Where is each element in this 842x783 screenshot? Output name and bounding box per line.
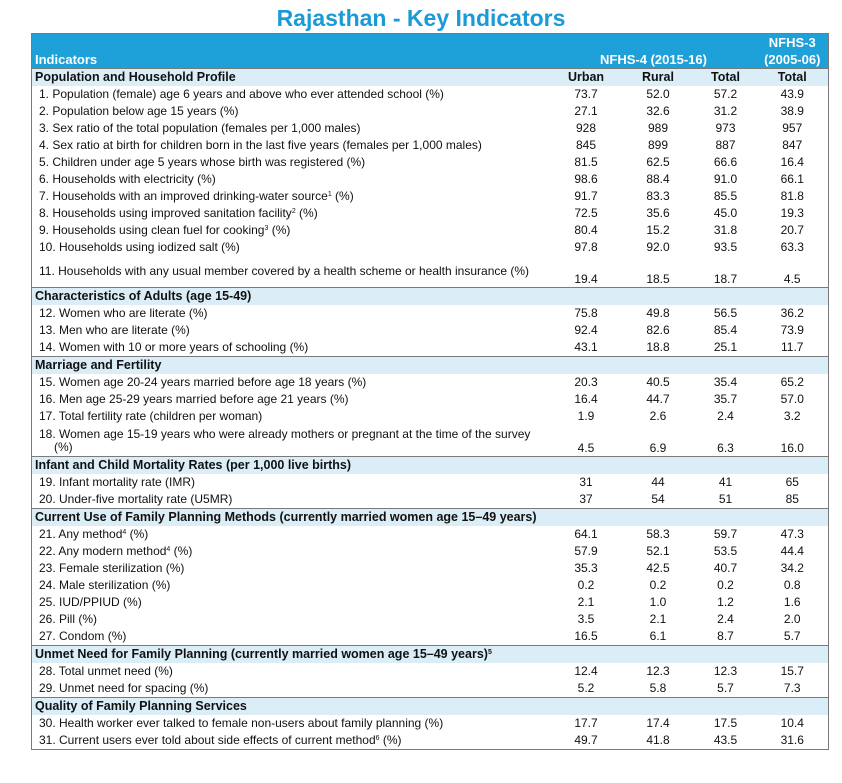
indicator-row [32, 86, 829, 103]
nfhs3-total-value: 81.8 [780, 189, 804, 203]
indicator-label [32, 560, 551, 577]
rural-value: 40.5 [646, 375, 670, 389]
indicator-label-text: 2. Population below age 15 years (%) [39, 104, 239, 118]
urban-value: 72.5 [574, 206, 598, 220]
section-title [32, 509, 829, 527]
indicator-row [32, 339, 829, 357]
total-value: 6.3 [717, 441, 734, 455]
indicator-row [32, 322, 829, 339]
indicator-label [32, 103, 551, 120]
total-value: 51 [718, 492, 733, 506]
indicators-header: Indicators [32, 51, 551, 69]
rural-value: 899 [647, 138, 669, 152]
indicator-label-text: 19. Infant mortality rate (IMR) [39, 475, 196, 489]
nfhs4-header: NFHS-4 (2015-16) [551, 51, 757, 69]
indicator-label-text: 5. Children under age 5 years whose birth was registered (%) [39, 155, 366, 169]
indicator-label [32, 391, 551, 408]
rural-value: 35.6 [646, 206, 670, 220]
rural-value: 17.4 [646, 716, 670, 730]
rural-value: 52.0 [646, 87, 670, 101]
urban-value: 81.5 [574, 155, 598, 169]
nfhs3-total-value: 31.6 [780, 733, 804, 747]
total-value: 2.4 [717, 612, 734, 626]
indicator-row [32, 305, 829, 322]
urban-value: 91.7 [574, 189, 598, 203]
total-value: 56.5 [713, 306, 738, 320]
indicator-label [32, 594, 551, 611]
indicator-label-text: 12. Women who are literate (%) [39, 306, 208, 320]
rural-value: 18.5 [646, 272, 670, 286]
indicator-label [32, 526, 551, 543]
urban-value: 27.1 [574, 104, 598, 118]
total-value: 40.7 [713, 561, 738, 575]
urban-value: 80.4 [574, 223, 598, 237]
nfhs3-total-value: 19.3 [780, 206, 804, 220]
rural-value: 2.1 [649, 612, 667, 626]
indicator-label-text: 11. Households with any usual member covered by a health scheme or health insurance (%) [39, 264, 530, 278]
total-value: 31.8 [713, 223, 738, 237]
indicator-label [32, 374, 551, 391]
rural-value: 88.4 [646, 172, 670, 186]
nfhs3-total-value: 0.8 [783, 578, 801, 592]
indicator-label [32, 408, 551, 425]
footnote-marker: 1 [327, 191, 332, 198]
indicator-label-text: 10. Households using iodized salt (%) [39, 240, 240, 254]
urban-value: 845 [575, 138, 597, 152]
section-header-row [32, 357, 829, 375]
total-value: 8.7 [717, 629, 734, 643]
indicator-label-text: 6. Households with electricity (%) [39, 172, 216, 186]
rural-value: 12.3 [646, 664, 670, 678]
indicator-label-suffix: (%) [268, 223, 291, 237]
rural-value: 6.1 [649, 629, 667, 643]
indicator-label [32, 322, 551, 339]
urban-value: 16.4 [574, 392, 598, 406]
total-value: 12.3 [713, 664, 738, 678]
total-column-header: Total [695, 69, 757, 87]
indicator-row [32, 526, 829, 543]
indicator-label [32, 339, 551, 357]
total-value: 35.7 [713, 392, 738, 406]
total-value: 41 [718, 475, 733, 489]
section-title [32, 357, 829, 375]
total-value: 43.5 [713, 733, 738, 747]
nfhs3-total-value: 57.0 [780, 392, 804, 406]
nfhs3-total-value: 47.3 [780, 527, 804, 541]
indicator-label [32, 222, 551, 239]
nfhs3-total-value: 16.0 [780, 441, 804, 455]
total-value: 973 [715, 121, 736, 135]
indicator-label [32, 732, 551, 750]
indicator-row [32, 732, 829, 750]
indicator-label-text: 20. Under-five mortality rate (U5MR) [39, 492, 233, 506]
indicator-label-text: 14. Women with 10 or more years of schooling (%) [39, 340, 309, 354]
indicator-row [32, 137, 829, 154]
nfhs3-total-value: 15.7 [780, 664, 804, 678]
indicator-row [32, 474, 829, 491]
indicator-label-text: 24. Male sterilization (%) [39, 578, 171, 592]
total-value: 887 [715, 138, 736, 152]
indicator-row [32, 715, 829, 732]
total-value: 45.0 [713, 206, 738, 220]
urban-value: 64.1 [574, 527, 598, 541]
indicator-label-text: 22. Any modern method [39, 544, 167, 558]
nfhs3-total-value: 44.4 [780, 544, 804, 558]
indicator-label-text: 17. Total fertility rate (children per woman) [39, 409, 263, 423]
indicator-row [32, 103, 829, 120]
indicator-label [32, 305, 551, 322]
section-header-row [32, 698, 829, 716]
indicator-label [32, 425, 551, 457]
footnote-marker: 3 [264, 225, 269, 232]
nfhs3-total-value: 847 [782, 138, 803, 152]
indicator-label [32, 628, 551, 646]
urban-value: 5.2 [577, 681, 595, 695]
indicator-label-suffix: (%) [295, 206, 318, 220]
nfhs3-total-value: 65.2 [780, 375, 804, 389]
rural-column-header: Rural [622, 69, 695, 87]
indicator-label [32, 474, 551, 491]
section-footnote-marker: 5 [487, 649, 492, 656]
urban-value: 1.9 [577, 409, 595, 423]
indicator-row [32, 408, 829, 425]
nfhs3-total-value: 85 [785, 492, 799, 506]
footnote-marker: 4 [122, 529, 127, 536]
section-title [32, 698, 829, 716]
rural-value: 41.8 [646, 733, 670, 747]
nfhs3-total-value: 65 [785, 475, 799, 489]
indicator-label-suffix: (%) [170, 544, 193, 558]
indicator-row [32, 491, 829, 509]
indicator-row [32, 374, 829, 391]
indicator-label-text: 4. Sex ratio at birth for children born in the last five years (females per 1,000 males) [39, 138, 482, 152]
rural-value: 54 [651, 492, 665, 506]
footnote-marker: 6 [375, 735, 380, 742]
indicator-label [32, 171, 551, 188]
section-title-text: Infant and Child Mortality Rates (per 1,000 live births) [35, 458, 352, 472]
rural-value: 989 [647, 121, 669, 135]
rural-value: 52.1 [646, 544, 670, 558]
indicator-label [32, 577, 551, 594]
section-title-text: Marriage and Fertility [35, 358, 162, 372]
indicator-row [32, 205, 829, 222]
total-value: 57.2 [713, 87, 738, 101]
urban-value: 31 [579, 475, 593, 489]
section-title-text: Quality of Family Planning Services [35, 699, 247, 713]
indicator-label-text: 1. Population (female) age 6 years and above who ever attended school (%) [39, 87, 444, 101]
rural-value: 6.9 [649, 441, 667, 455]
total-value: 17.5 [713, 716, 738, 730]
indicator-row [32, 663, 829, 680]
nfhs3-total-value: 16.4 [780, 155, 804, 169]
nfhs3-total-value: 73.9 [780, 323, 804, 337]
indicator-row [32, 543, 829, 560]
rural-value: 32.6 [646, 104, 670, 118]
rural-value: 44.7 [646, 392, 670, 406]
total-value: 35.4 [713, 375, 738, 389]
indicator-row [32, 154, 829, 171]
page-title: Rajasthan - Key Indicators [276, 5, 566, 31]
nfhs3-total-value: 2.0 [783, 612, 801, 626]
section-title [32, 457, 829, 475]
indicator-label [32, 154, 551, 171]
indicator-label-text: 26. Pill (%) [39, 612, 98, 626]
urban-value: 4.5 [577, 441, 595, 455]
indicator-label-suffix: (%) [379, 733, 402, 747]
indicator-label-text: 29. Unmet need for spacing (%) [39, 681, 209, 695]
nfhs3-total-value: 11.7 [781, 340, 804, 354]
indicator-row [32, 120, 829, 137]
urban-value: 928 [575, 121, 597, 135]
footnote-marker: 4 [166, 546, 171, 553]
total-value: 5.7 [717, 681, 734, 695]
section-title [32, 69, 551, 87]
section-header-row [32, 457, 829, 475]
urban-value: 49.7 [574, 733, 598, 747]
section-title-text: Current Use of Family Planning Methods (currently married women age 15–49 years) [35, 510, 537, 524]
rural-value: 82.6 [646, 323, 670, 337]
indicator-row [32, 222, 829, 239]
section-header-row [32, 288, 829, 306]
section-title-text: Unmet Need for Family Planning (currently married women age 15–49 years) [35, 647, 488, 661]
indicator-label-text: 30. Health worker ever talked to female non-users about family planning (%) [39, 716, 444, 730]
total-value: 59.7 [713, 527, 738, 541]
total-value: 31.2 [713, 104, 738, 118]
indicator-row [32, 560, 829, 577]
indicator-label-suffix: (%) [331, 189, 354, 203]
indicator-label [32, 205, 551, 222]
rural-value: 92.0 [646, 240, 670, 254]
indicator-label-text: 31. Current users ever told about side effects of current method [39, 733, 376, 747]
total-value: 0.2 [717, 578, 734, 592]
indicator-row [32, 577, 829, 594]
rural-value: 18.8 [646, 340, 670, 354]
total-value: 85.4 [713, 323, 738, 337]
nfhs3-header-line2: (2005-06) [757, 51, 829, 69]
nfhs3-total-value: 34.2 [780, 561, 804, 575]
nfhs3-total-value: 38.9 [780, 104, 804, 118]
indicator-label [32, 188, 551, 205]
indicator-row [32, 425, 829, 457]
section-title [32, 646, 829, 664]
section-title-text: Population and Household Profile [35, 70, 236, 84]
rural-value: 0.2 [649, 578, 667, 592]
nfhs3-total-value: 63.3 [780, 240, 804, 254]
urban-value: 37 [579, 492, 593, 506]
total-value: 93.5 [713, 240, 738, 254]
section-header-row [32, 509, 829, 527]
urban-column-header: Urban [551, 69, 622, 87]
rural-value: 15.2 [646, 223, 670, 237]
indicator-label [32, 491, 551, 509]
nfhs3-total-value: 957 [782, 121, 803, 135]
key-indicators-table [31, 33, 829, 750]
urban-value: 43.1 [574, 340, 598, 354]
header-blank-nfhs4 [551, 34, 757, 52]
section-title [32, 288, 829, 306]
urban-value: 0.2 [577, 578, 595, 592]
indicator-label-suffix: (%) [126, 527, 149, 541]
indicator-label-text: 21. Any method [39, 527, 123, 541]
urban-value: 57.9 [574, 544, 598, 558]
header-row-bottom [32, 51, 829, 69]
urban-value: 16.5 [574, 629, 598, 643]
indicator-label [32, 86, 551, 103]
urban-value: 19.4 [574, 272, 598, 286]
nfhs3-total-value: 3.2 [783, 409, 801, 423]
indicator-label-text: 15. Women age 20-24 years married before age 18 years (%) [39, 375, 367, 389]
urban-value: 98.6 [574, 172, 598, 186]
total-value: 53.5 [713, 544, 738, 558]
indicator-label-text: 28. Total unmet need (%) [39, 664, 173, 678]
indicator-label-text: 25. IUD/PPIUD (%) [39, 595, 142, 609]
indicator-label-text: 23. Female sterilization (%) [39, 561, 185, 575]
nfhs3-total-value: 43.9 [780, 87, 804, 101]
indicator-row [32, 188, 829, 205]
table-body [32, 34, 829, 750]
indicator-label-text: 16. Men age 25-29 years married before age 21 years (%) [39, 392, 349, 406]
indicator-label-text: 27. Condom (%) [39, 629, 127, 643]
urban-value: 75.8 [574, 306, 598, 320]
indicator-label [32, 543, 551, 560]
rural-value: 58.3 [646, 527, 670, 541]
indicator-row [32, 391, 829, 408]
rural-value: 62.5 [646, 155, 670, 169]
total-value: 85.5 [713, 189, 738, 203]
indicator-label-text: 3. Sex ratio of the total population (females per 1,000 males) [39, 121, 361, 135]
indicator-label [32, 715, 551, 732]
nfhs3-total-value: 20.7 [780, 223, 804, 237]
urban-value: 73.7 [574, 87, 598, 101]
rural-value: 83.3 [646, 189, 670, 203]
urban-value: 97.8 [574, 240, 598, 254]
urban-value: 20.3 [574, 375, 598, 389]
rural-value: 1.0 [649, 595, 667, 609]
rural-value: 2.6 [649, 409, 667, 423]
total-value: 25.1 [713, 340, 738, 354]
indicator-label-text: 13. Men who are literate (%) [39, 323, 190, 337]
indicator-label [32, 680, 551, 698]
section-title-text: Characteristics of Adults (age 15-49) [35, 289, 252, 303]
indicator-label-text: 18. Women age 15-19 years who were already mothers or pregnant at the time of the survey (%) [39, 426, 531, 454]
indicator-label-text: 7. Households with an improved drinking-water source [39, 189, 328, 203]
indicator-label-text: 8. Households using improved sanitation facility [39, 206, 292, 220]
indicator-label [32, 663, 551, 680]
nfhs3-total-value: 1.6 [783, 595, 801, 609]
indicator-label [32, 239, 551, 256]
urban-value: 2.1 [577, 595, 595, 609]
urban-value: 12.4 [574, 664, 598, 678]
indicator-label [32, 611, 551, 628]
nfhs3-total-value: 7.3 [783, 681, 801, 695]
rural-value: 42.5 [646, 561, 670, 575]
indicator-label-text: 9. Households using clean fuel for cooking [39, 223, 265, 237]
total-value: 66.6 [713, 155, 738, 169]
rural-value: 5.8 [649, 681, 667, 695]
urban-value: 92.4 [574, 323, 598, 337]
indicator-label [32, 137, 551, 154]
indicator-label [32, 120, 551, 137]
indicator-label [32, 256, 551, 288]
nfhs3-total-value: 36.2 [780, 306, 804, 320]
nfhs3-total-value: 5.7 [783, 629, 801, 643]
indicator-row [32, 171, 829, 188]
indicator-row [32, 239, 829, 256]
indicator-row [32, 611, 829, 628]
total-value: 2.4 [717, 409, 734, 423]
rural-value: 44 [651, 475, 665, 489]
footnote-marker: 2 [291, 208, 296, 215]
nfhs3-header-line1: NFHS-3 [757, 34, 829, 52]
indicator-row [32, 594, 829, 611]
nfhs3-total-value: 4.5 [783, 272, 801, 286]
indicator-row [32, 256, 829, 288]
indicator-row [32, 680, 829, 698]
section-header-row [32, 69, 829, 87]
urban-value: 35.3 [574, 561, 598, 575]
nfhs3-total-value: 66.1 [780, 172, 804, 186]
section-header-row [32, 646, 829, 664]
urban-value: 17.7 [574, 716, 598, 730]
nfhs3-total-column-header: Total [757, 69, 829, 87]
header-blank [32, 34, 551, 52]
indicator-row [32, 628, 829, 646]
urban-value: 3.5 [577, 612, 595, 626]
total-value: 91.0 [713, 172, 738, 186]
header-row-top [32, 34, 829, 52]
total-value: 1.2 [717, 595, 734, 609]
nfhs3-total-value: 10.4 [780, 716, 804, 730]
total-value: 18.7 [713, 272, 738, 286]
rural-value: 49.8 [646, 306, 670, 320]
